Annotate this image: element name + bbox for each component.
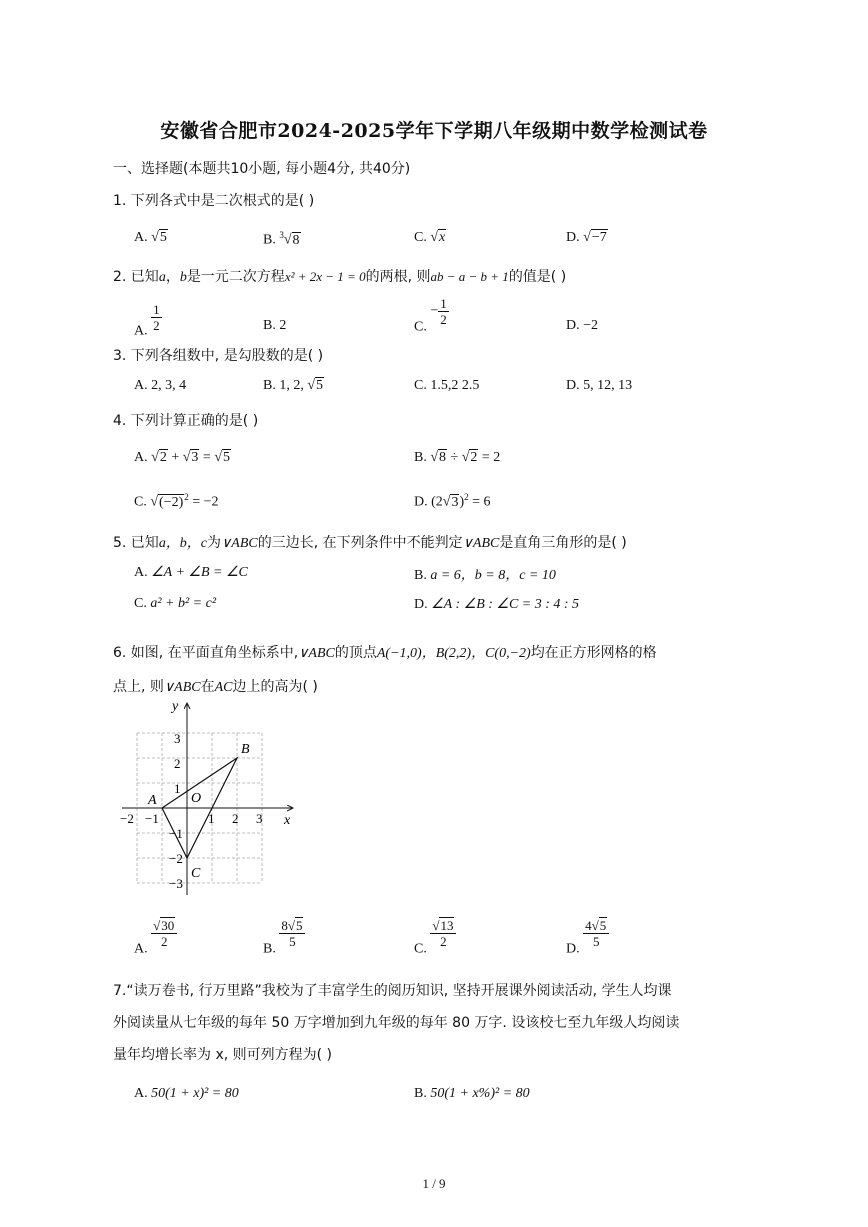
q6-option-d — [566, 918, 609, 958]
q2-option-a — [134, 302, 162, 340]
q3-option-c: C. 1.5,2 2.5 — [414, 378, 480, 393]
q7-line1: 7.“读万卷书, 行万里路”我校为了丰富学生的阅历知识, 坚持开展课外阅读活动, 学生人均课 — [113, 983, 672, 999]
y-tick: −2 — [169, 851, 183, 866]
option-text: B. 1, 2, — [263, 378, 304, 393]
var-b: b — [179, 270, 187, 285]
radicand: −7 — [591, 230, 607, 245]
y-tick: 1 — [174, 781, 181, 796]
y-tick: 2 — [174, 756, 181, 771]
y-tick: 3 — [174, 731, 181, 746]
x-tick: 3 — [256, 811, 263, 826]
q2-text: 的两根, 则 — [365, 269, 431, 285]
q5-option-d: D. ∠A : ∠B : ∠C = 3 : 4 : 5 — [414, 597, 580, 612]
q1-option-d: D. √−7 — [566, 230, 607, 245]
point-b-label: B — [241, 742, 250, 757]
radicand: x — [439, 230, 446, 245]
origin-label: O — [191, 791, 202, 806]
page-title: 安徽省合肥市2024-2025学年下学期八年级期中数学检测试卷 — [160, 120, 708, 142]
q3-stem: 3. 下列各组数中, 是勾股数的是( ) — [113, 348, 324, 364]
q1-stem: 1. 下列各式中是二次根式的是( ) — [113, 193, 315, 209]
point-a-label: A — [148, 793, 157, 808]
option-letter: C. — [134, 596, 147, 611]
q2-text: 是一元二次方程 — [186, 269, 285, 285]
q5-option-b: B. a = 6，b = 8，c = 10 — [414, 568, 556, 583]
option-letter: A. — [134, 323, 148, 339]
q6-option-a — [134, 918, 177, 958]
radicand: 5 — [159, 230, 167, 245]
q2-stem — [113, 266, 566, 286]
option-letter: B. — [263, 941, 276, 957]
q4-option-c: C. $√(-2)^2 = -2$ — [134, 492, 219, 510]
option-letter: B. — [414, 568, 427, 583]
q3-option-a: A. 2, 3, 4 — [134, 378, 187, 393]
fraction: $\frac{√30}{2}$ — [151, 918, 177, 949]
q4-option-a: A. √2 + √3 = √5 — [134, 450, 230, 465]
fraction: $\frac{1}{2}$ — [440, 296, 447, 327]
point-c-label: C — [191, 866, 201, 881]
fraction: $\frac{8√5}{5}$ — [279, 918, 305, 949]
x-tick: −1 — [145, 811, 159, 826]
q1-option-a: A. √5 — [134, 230, 167, 245]
fraction: $\frac{1}{2}$ — [153, 302, 160, 333]
x-tick: −2 — [120, 811, 134, 826]
q2-text: 的值是( ) — [508, 269, 567, 285]
option-letter: D. — [414, 494, 428, 510]
option-letter: C. — [414, 319, 427, 335]
q7-option-a: A. 50(1 + x)² = 80 — [134, 1086, 239, 1101]
radicand: 5 — [316, 378, 324, 393]
q2-option-c — [414, 296, 449, 336]
q6-option-b — [263, 918, 305, 958]
q4-stem: 4. 下列计算正确的是( ) — [113, 413, 259, 429]
coordinate-figure — [110, 695, 310, 905]
q7-line2: 外阅读量从七年级的每年 50 万字增加到九年级的每年 80 万字. 设该校七至九年级人均阅读 — [113, 1015, 680, 1031]
q3-option-d: D. 5, 12, 13 — [566, 378, 633, 393]
option-letter: C. — [414, 230, 427, 245]
option-letter: A. — [134, 1086, 148, 1101]
x-tick: 1 — [208, 811, 215, 826]
option-letter: B. — [414, 1086, 427, 1101]
option-letter: C. — [414, 941, 427, 957]
option-letter: A. — [134, 941, 148, 957]
q6-option-c — [414, 918, 456, 958]
q2-text: 2. 已知 — [113, 269, 159, 285]
x-tick: 2 — [232, 811, 239, 826]
q2-option-b: B. 2 — [263, 318, 287, 333]
comma: ， — [165, 269, 180, 285]
option-letter: A. — [134, 565, 148, 580]
option-letter: C. — [134, 494, 147, 510]
q1-option-c: C. √x — [414, 230, 446, 245]
option-letter: D. — [414, 597, 428, 612]
fraction: $\frac{4√5}{5}$ — [583, 918, 609, 949]
q7-option-b: B. 50(1 + x%)² = 80 — [414, 1086, 530, 1101]
q5-option-a: A. ∠A + ∠B = ∠C — [134, 565, 248, 580]
q1-option-b: B. $^3$√8 — [263, 230, 300, 248]
fraction: $\frac{√13}{2}$ — [430, 918, 456, 949]
y-tick: −1 — [169, 826, 183, 841]
x-axis-label: x — [284, 813, 291, 828]
q2-expression: ab − a − b + 1 — [430, 269, 509, 284]
option-letter: A. — [134, 230, 148, 245]
q4-option-d: D. $(2√3)^2 = 6$ — [414, 492, 491, 510]
option-letter: D. — [566, 230, 580, 245]
q6-stem-line2: 点上, 则∨ABC在AC边上的高为( ) — [113, 679, 318, 695]
q7-line3: 量年均增长率为 x, 则可列方程为( ) — [113, 1047, 333, 1063]
minus-sign: − — [430, 303, 439, 319]
option-letter: B. — [414, 450, 427, 465]
radicand: 8 — [292, 232, 300, 248]
y-axis-label: y — [172, 699, 179, 714]
q3-option-b: B. 1, 2, √5 — [263, 378, 324, 393]
option-letter: A. — [134, 450, 148, 465]
var-a: a — [158, 270, 166, 285]
q5-option-c: C. a² + b² = c² — [134, 596, 217, 611]
option-letter: B. — [263, 232, 276, 248]
q6-stem-line1: 6. 如图, 在平面直角坐标系中,∨ABC的顶点A(−1,0)，B(2,2)，C(0,−2)均在正方形网格的格 — [113, 645, 657, 661]
page-number: 1 / 9 — [422, 1176, 446, 1191]
section-heading: 一、选择题(本题共10小题, 每小题4分, 共40分) — [113, 161, 411, 177]
y-tick: −3 — [169, 876, 183, 891]
q4-option-b: B. √8 ÷ √2 = 2 — [414, 450, 501, 465]
q5-stem: 5. 已知a，b，c为∨ABC的三边长, 在下列条件中不能判定∨ABC是直角三角形的是( ) — [113, 535, 627, 551]
q2-option-d: D. −2 — [566, 318, 599, 333]
q2-equation: x² + 2x − 1 = 0 — [284, 269, 366, 284]
root-index: 3 — [279, 230, 284, 240]
option-letter: D. — [566, 941, 580, 957]
